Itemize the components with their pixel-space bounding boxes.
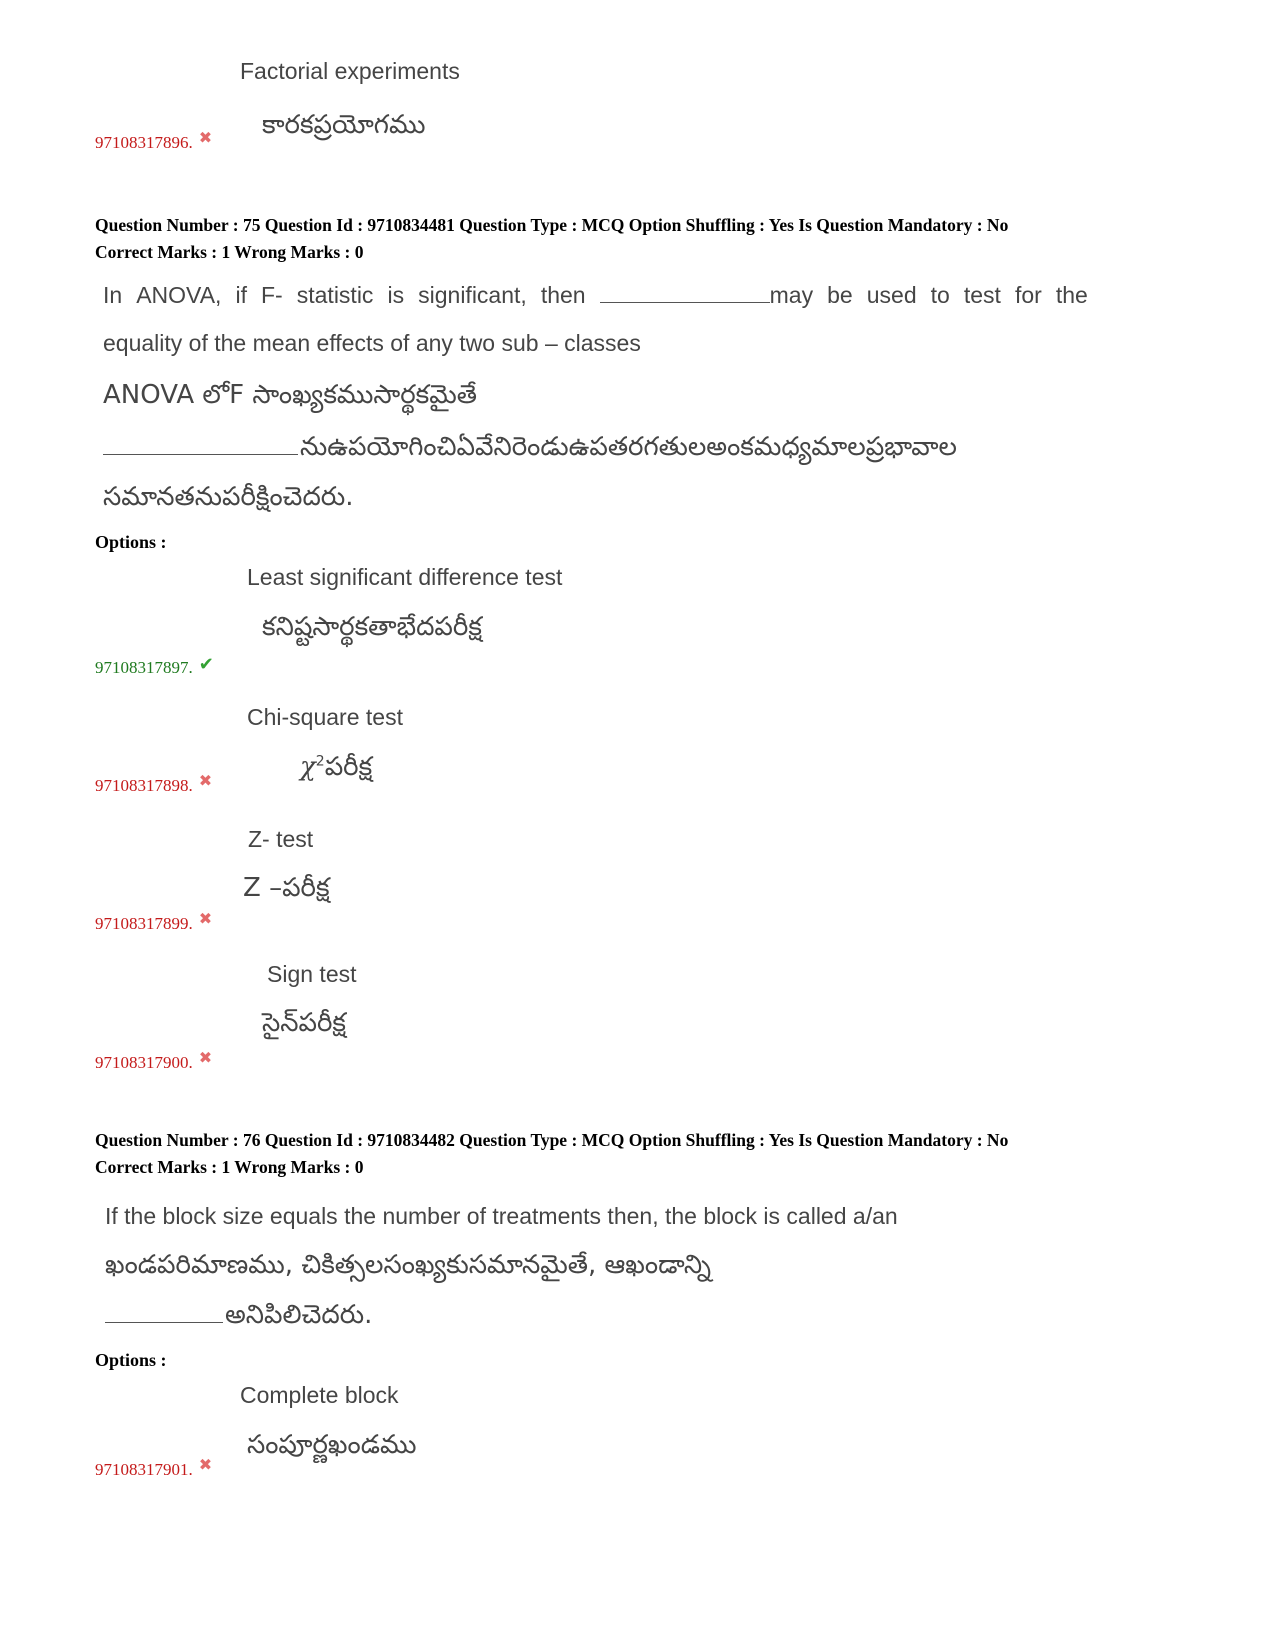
stem-word: statistic [296, 282, 374, 308]
question-header [95, 1127, 1008, 1181]
option-english-text: Z- test [248, 826, 314, 852]
stem-justified-line [103, 282, 1088, 309]
option-telugu-text: Z –పరీక్ష [243, 873, 330, 903]
stem-word: In [103, 282, 123, 308]
option-english-text: Least significant difference test [247, 564, 563, 590]
question-meta-line: Question Number : 75 Question Id : 9710834481 Question Type : MCQ Option Shuffling : Yes Is Question Mandatory : No [95, 215, 1009, 235]
stem-word: for [1014, 282, 1042, 308]
stem-word: F- [261, 282, 283, 308]
option-id-row [95, 908, 213, 934]
option-telugu-text: సైన్‌పరీక్ష [262, 1008, 346, 1038]
cross-icon: ✖ [198, 1047, 213, 1067]
question-meta-line: Question Number : 76 Question Id : 9710834482 Question Type : MCQ Option Shuffling : Yes Is Question Mandatory : No [95, 1130, 1009, 1150]
question-stem-telugu: ఖండపరిమాణము, చికిత్సలసంఖ్యకుసమానమైతే, ఆఖండాన్ని [105, 1250, 711, 1280]
question-stem-line: equality of the mean effects of any two sub – classes [103, 330, 641, 356]
stem-word: used [866, 282, 917, 308]
option-id: 97108317901. [95, 1460, 193, 1479]
stem-telugu-text: నుఉపయోగించిఏవేనిరెండుఉపతరగతులఅంకమధ్యమాలప్రభావాల [300, 432, 957, 462]
stem-word: then [540, 282, 586, 308]
stem-blank [105, 1322, 223, 1323]
superscript: 2 [315, 753, 325, 770]
stem-word: be [827, 282, 853, 308]
option-id: 97108317897. [95, 657, 193, 677]
option-id: 97108317898. [95, 776, 193, 795]
stem-word: to [930, 282, 950, 308]
option-english-text: Factorial experiments [240, 58, 460, 84]
stem-word: is [387, 282, 405, 308]
option-id: 97108317899. [95, 914, 193, 933]
option-english-text: Sign test [267, 961, 357, 987]
option-telugu-word: పరీక్ష [324, 752, 373, 782]
cross-icon: ✖ [198, 1454, 213, 1474]
options-label: Options : [95, 1350, 167, 1370]
stem-word: the [1055, 282, 1088, 308]
stem-word: may [769, 282, 814, 308]
question-marks-line: Correct Marks : 1 Wrong Marks : 0 [95, 242, 364, 262]
option-id-row [95, 1047, 213, 1073]
cross-icon: ✖ [198, 770, 213, 790]
stem-word: ANOVA, [136, 282, 222, 308]
stem-word: significant, [418, 282, 527, 308]
option-english-text: Complete block [240, 1382, 399, 1408]
question-marks-line: Correct Marks : 1 Wrong Marks : 0 [95, 1157, 364, 1177]
option-english-text: Chi-square test [247, 704, 403, 730]
question-header [95, 212, 1008, 266]
stem-blank [103, 454, 298, 455]
stem-telugu-text: అనిపిలిచెదరు. [225, 1300, 373, 1330]
question-stem-telugu: ANOVA లోF సాంఖ్యకముసార్థకమైతే [103, 380, 477, 410]
stem-word: if [235, 282, 247, 308]
cross-icon: ✖ [198, 127, 213, 147]
option-id-row [95, 654, 214, 678]
option-id-row [95, 1454, 213, 1480]
option-id: 97108317896. [95, 133, 193, 152]
question-stem-line [103, 282, 1088, 309]
check-icon: ✔ [198, 654, 214, 675]
question-stem-telugu [103, 432, 957, 468]
question-stem-telugu: సమానతనుపరీక్షించెదరు. [103, 482, 354, 512]
stem-blank [600, 282, 813, 309]
question-stem-line: If the block size equals the number of treatments then, the block is called a/an [105, 1203, 898, 1229]
question-stem-telugu [105, 1300, 372, 1336]
option-id: 97108317900. [95, 1053, 193, 1072]
option-telugu-text: కారకప్రయోగము [262, 110, 426, 140]
option-id-row [95, 127, 213, 153]
stem-word: test [963, 282, 1001, 308]
cross-icon: ✖ [198, 908, 213, 928]
option-telugu-text [300, 752, 372, 788]
chi-symbol: χ [300, 752, 316, 782]
option-telugu-text: సంపూర్ణఖండము [247, 1430, 417, 1460]
option-telugu-text: కనిష్టసార్థకతాభేదపరీక్ష [262, 612, 482, 642]
options-label: Options : [95, 532, 167, 552]
option-id-row [95, 770, 213, 796]
